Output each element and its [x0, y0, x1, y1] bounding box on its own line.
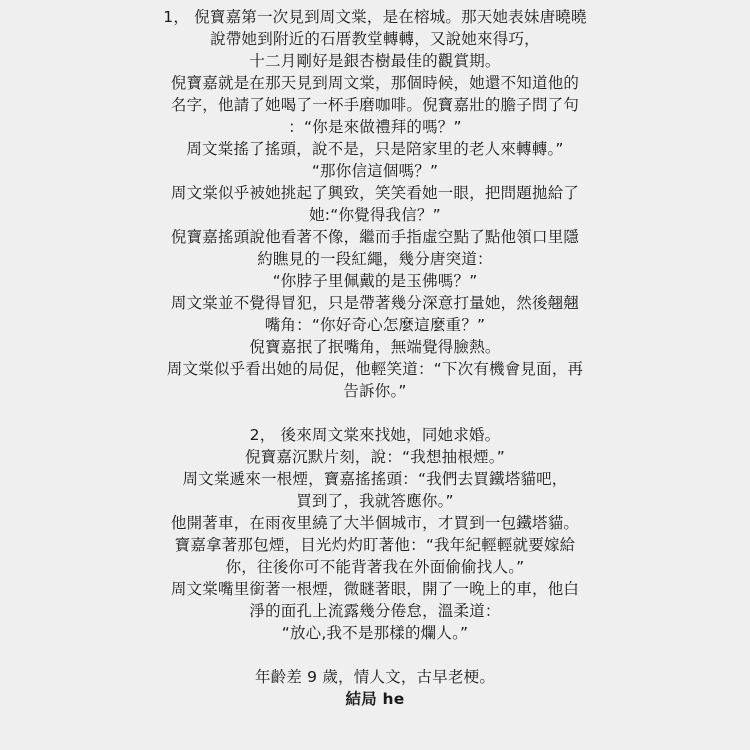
story-line: 淨的面孔上流露幾分倦怠，溫柔道：	[249, 602, 501, 620]
paragraph-gap	[0, 644, 750, 666]
ending-note: 結局 he	[345, 690, 405, 708]
story-line: ：“你是來做禮拜的嗎？”	[288, 118, 462, 136]
story-line: 周文棠遞來一根煙，寶嘉搖搖頭：“我們去買鐵塔貓吧，	[182, 470, 568, 488]
tagline: 年齡差 9 歲，情人文，古早老梗。	[254, 668, 496, 686]
story-line: 1， 倪寶嘉第一次見到周文棠，是在榕城。那天她表妹唐曉曉	[163, 8, 587, 26]
story-line: 說帶她到附近的石厝教堂轉轉，又說她來得巧，	[210, 30, 540, 48]
story-line: 告訴你。”	[343, 382, 407, 400]
story-line: 周文棠搖了搖頭，說不是，只是陪家里的老人來轉轉。”	[186, 140, 564, 158]
story-line: 周文棠並不覺得冒犯，只是帶著幾分深意打量她，然後翹翹	[170, 294, 580, 312]
story-line: 買到了，我就答應你。”	[296, 492, 454, 510]
story-line: 周文棠似乎看出她的局促，他輕笑道：“下次有機會見面，再	[166, 360, 584, 378]
story-line: 周文棠似乎被她挑起了興致，笑笑看她一眼，把問題拋給了	[170, 184, 580, 202]
paragraph-gap	[0, 402, 750, 424]
story-line: 嘴角：“你好奇心怎麼這麼重？”	[264, 316, 486, 334]
story-line: 2， 後來周文棠來找她，同她求婚。	[249, 426, 501, 444]
story-line: 倪寶嘉抿了抿嘴角，無端覺得臉熱。	[249, 338, 501, 356]
story-line: 寶嘉拿著那包煙，目光灼灼盯著他：“我年紀輕輕就要嫁給	[174, 536, 576, 554]
story-line: 倪寶嘉沉默片刻，說：“我想抽根煙。”	[245, 448, 505, 466]
story-line: 十二月剛好是銀杏樹最佳的觀賞期。	[249, 52, 501, 70]
story-line: 她:“你覺得我信？”	[309, 206, 441, 224]
story-line: 你，往後你可不能背著我在外面偷偷找人。”	[225, 558, 525, 576]
story-line: “你脖子里佩戴的是玉佛嗎？”	[272, 272, 478, 290]
story-line: “那你信這個嗎？”	[311, 162, 439, 180]
story-line: 名字，他請了她喝了一杯手磨咖啡。倪寶嘉壯的膽子問了句	[170, 96, 580, 114]
story-line: “放心,我不是那樣的爛人。”	[281, 624, 469, 642]
section-1	[0, 6, 750, 402]
story-line: 約瞧見的一段紅繩，幾分唐突道：	[257, 250, 493, 268]
section-2	[0, 424, 750, 644]
footer	[0, 666, 750, 710]
story-line: 他開著車，在雨夜里繞了大半個城市，才買到一包鐵塔貓。	[170, 514, 580, 532]
story-line: 倪寶嘉搖頭說他看著不像，繼而手指虛空點了點他領口里隱	[170, 228, 580, 246]
story-line: 倪寶嘉就是在那天見到周文棠，那個時候，她還不知道他的	[170, 74, 580, 92]
story-line: 周文棠嘴里銜著一根煙，微瞇著眼，開了一晚上的車，他白	[170, 580, 580, 598]
